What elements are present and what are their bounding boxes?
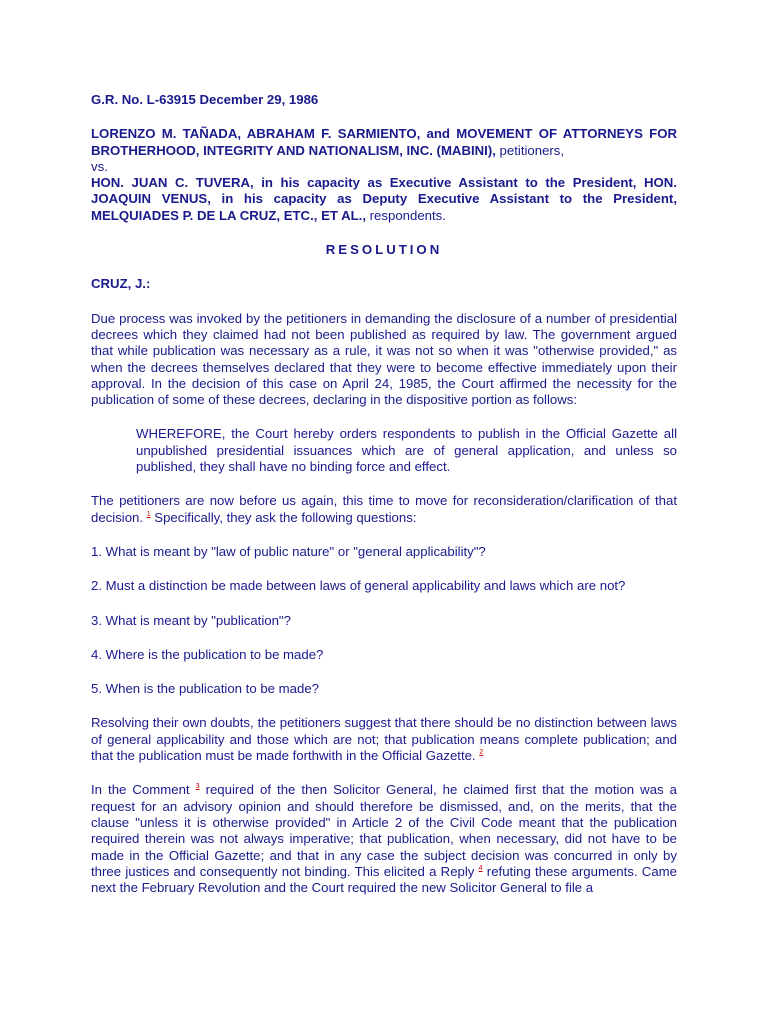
- versus: vs.: [91, 158, 108, 174]
- paragraph-1: Due process was invoked by the petitioners in demanding the disclosure of a number of presidential decrees which they claimed had not been published as required by law. The government argued that while publication was necessary as a rule, it was not so when it was "otherwise provided," as when the decrees themselves declared that they were to become effective immediately upon their approval. In the decision of this case on April 24, 1985, the Court affirmed the necessity for the publication of some of these decrees, declaring in the dispositive portion as follows:: [91, 310, 677, 408]
- resolution-heading: RESOLUTION: [325, 242, 443, 258]
- paragraph-4-text-c: refuting these arguments. Came next the February Revolution and the Court required the new Solicitor General to file a: [91, 863, 677, 896]
- case-parties: [91, 126, 677, 224]
- ponente: CRUZ, J.:: [91, 276, 151, 292]
- respondents-names: HON. JUAN C. TUVERA, in his capacity as Executive Assistant to the President, HON. JOAQUIN VENUS, in his capacity as Deputy Executive Assistant to the President, MELQUIADES P. DE LA CRUZ, ETC., ET AL.,: [91, 175, 677, 223]
- case-number: G.R. No. L-63915 December 29, 1986: [91, 92, 319, 107]
- question-3: 3. What is meant by "publication"?: [91, 612, 291, 628]
- footnote-link-1[interactable]: 1: [146, 510, 151, 518]
- question-4: 4. Where is the publication to be made?: [91, 646, 324, 662]
- petitioners-names: LORENZO M. TAÑADA, ABRAHAM F. SARMIENTO, and MOVEMENT OF ATTORNEYS FOR BROTHERHOOD, INTEGRITY AND NATIONALISM, INC. (MABINI),: [91, 126, 677, 158]
- question-2: 2. Must a distinction be made between laws of general applicability and laws which are not?: [91, 578, 626, 594]
- document-body: [91, 92, 677, 914]
- paragraph-2-text-a: The petitioners are now before us again, this time to move for reconsideration/clarification of that decision.: [91, 493, 677, 525]
- dispositive-quote: WHEREFORE, the Court hereby orders respondents to publish in the Official Gazette all unpublished presidential issuances which are of general application, and unless so published, they shall have no binding force and effect.: [136, 426, 677, 475]
- paragraph-4-text-a: In the Comment: [91, 782, 196, 798]
- paragraph-2-text-b: Specifically, they ask the following questions:: [150, 509, 417, 525]
- footnote-link-4[interactable]: 4: [478, 864, 483, 872]
- paragraph-4: [91, 782, 677, 896]
- paragraph-3: [91, 715, 677, 764]
- paragraph-2: [91, 493, 677, 526]
- question-1: 1. What is meant by "law of public nature" or "general applicability"?: [91, 543, 486, 559]
- paragraph-3-text: Resolving their own doubts, the petitioners suggest that there should be no distinction between laws of general applicability and those which are not; that publication means complete publication; and that the publication must be made forthwith in the Official Gazette.: [91, 715, 677, 764]
- petitioners-label: petitioners,: [495, 142, 565, 158]
- respondents-label: respondents.: [366, 207, 446, 223]
- paragraph-4-text-b: required of the then Solicitor General, he claimed first that the motion was a request for an advisory opinion and should therefore be dismissed, and, on the merits, that the clause "unless it is otherwise provided" in Article 2 of the Civil Code meant that the publication required therein was not always imperative; that publication, when necessary, did not have to be made in the Official Gazette; and that in any case the subject decision was concurred in only by three justices and consequently not binding. This elicited a Reply: [91, 782, 678, 879]
- question-5: 5. When is the publication to be made?: [91, 681, 319, 697]
- footnote-link-3[interactable]: 3: [195, 783, 200, 791]
- footnote-link-2[interactable]: 2: [479, 749, 484, 757]
